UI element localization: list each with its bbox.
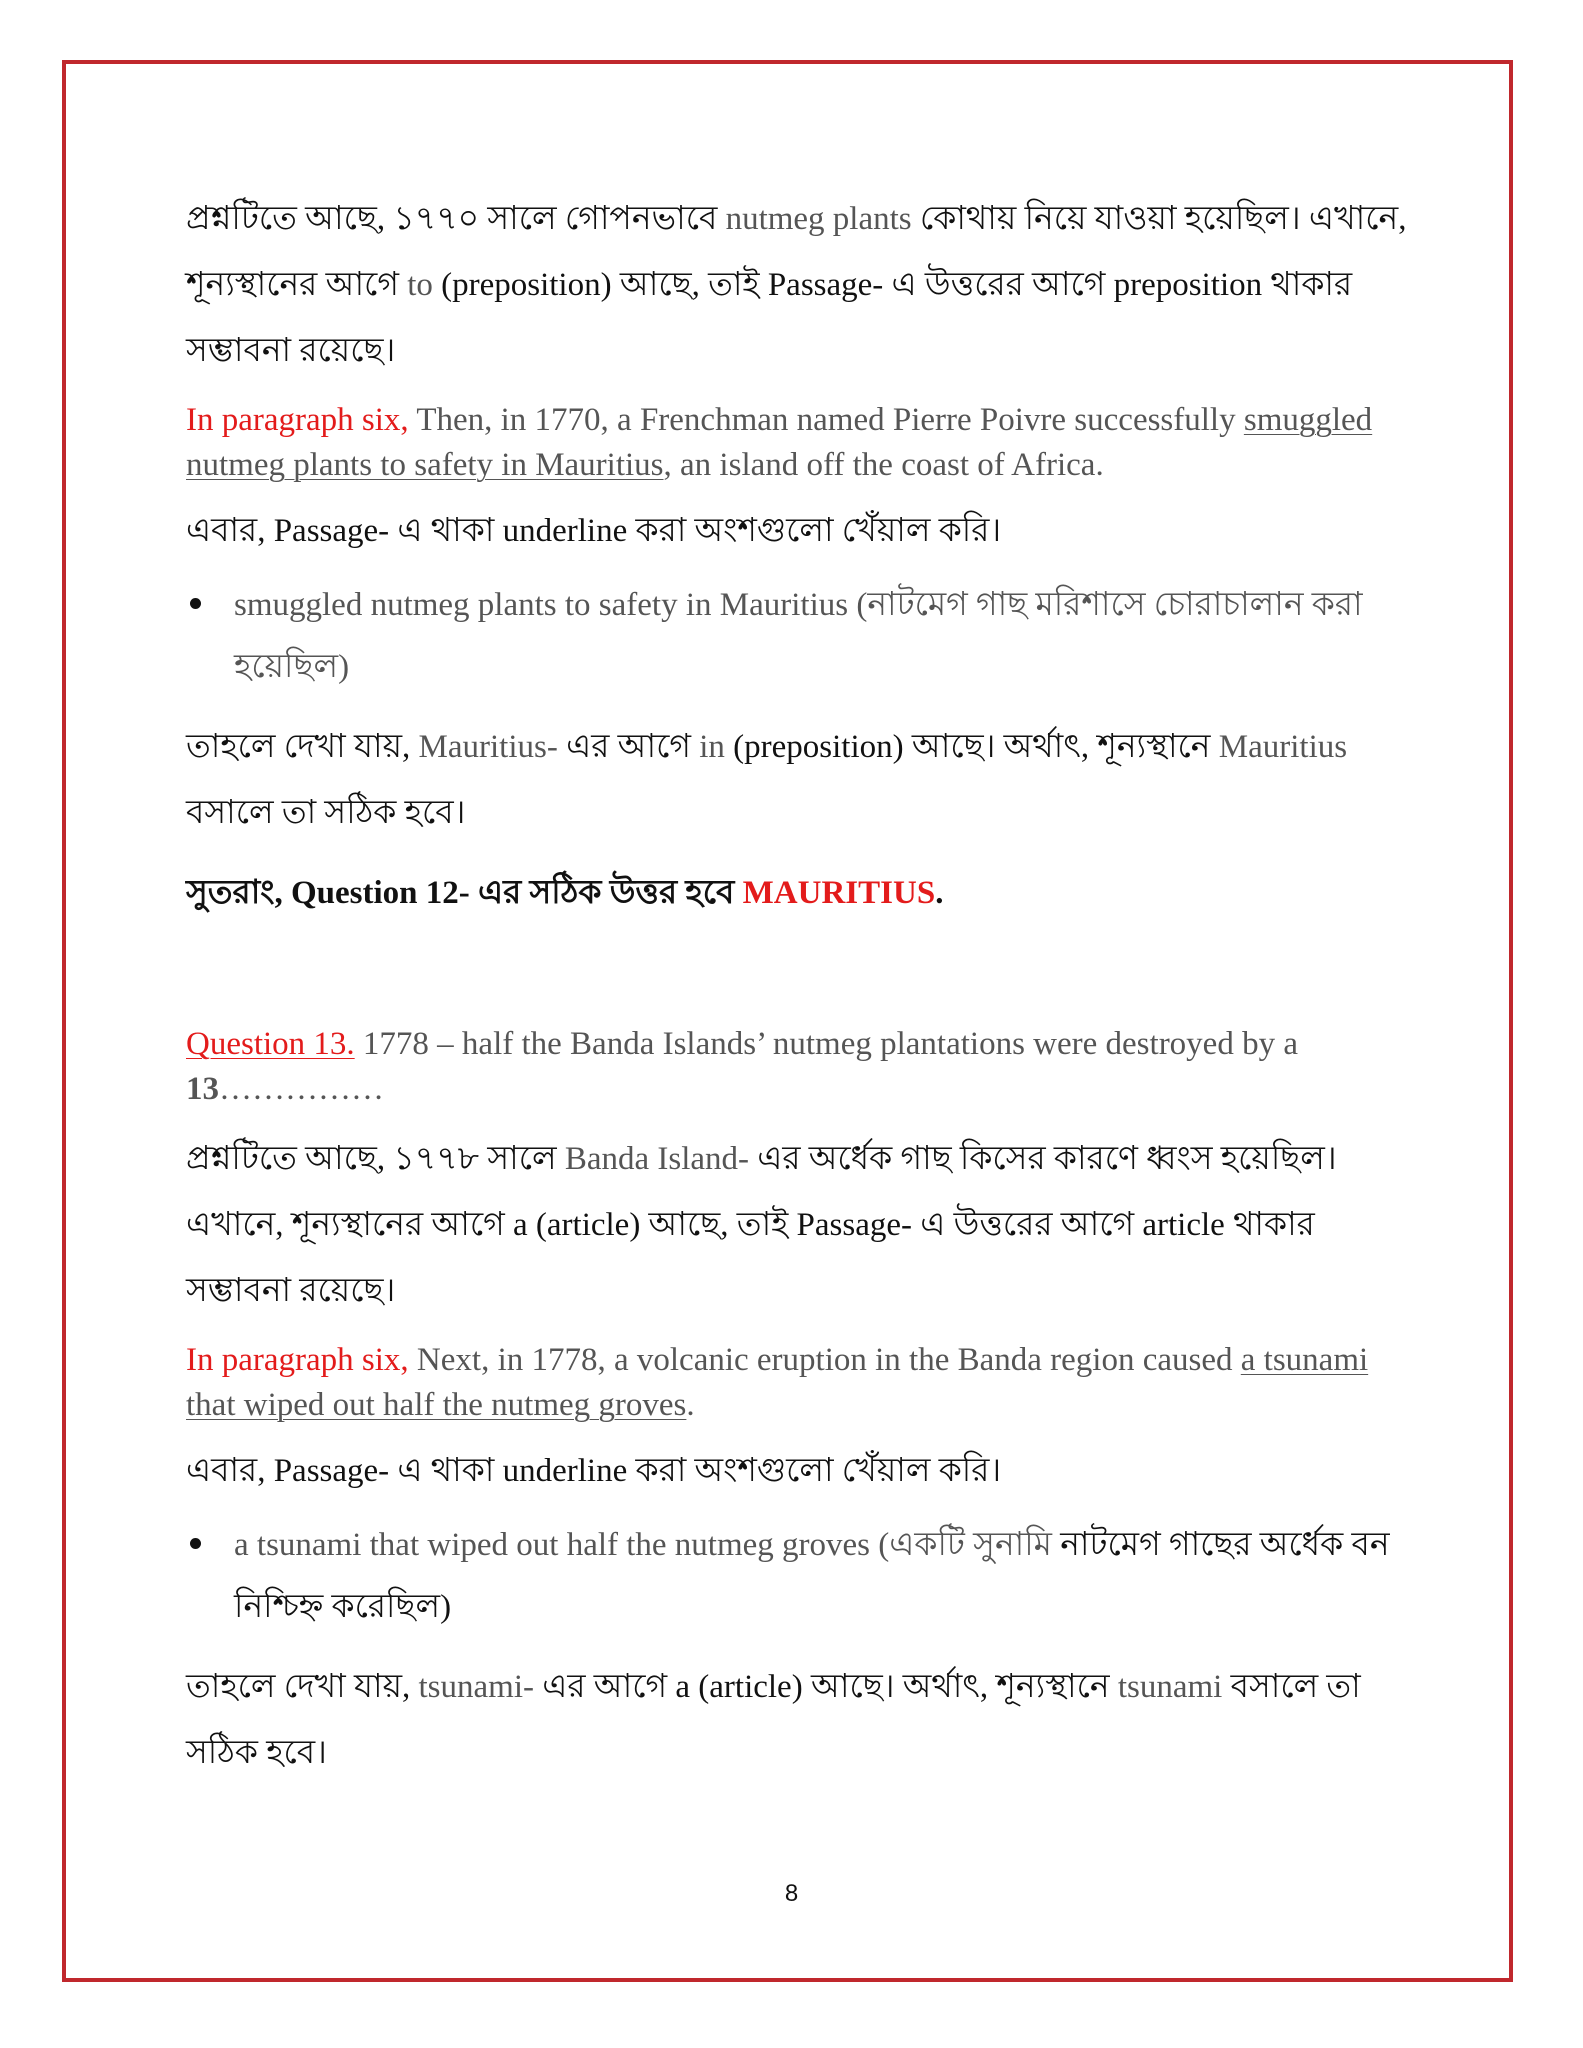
q12-intro-paragraph <box>186 186 1416 384</box>
text-run: smuggled nutmeg plants to safety in Mauritius (নাটমেগ গাছ মরিশাসে চোরাচালান করা হয়েছিল) <box>234 587 1363 685</box>
text-run: (একটি <box>870 1527 974 1563</box>
text-run: . <box>686 1387 695 1423</box>
q13-bullet-item <box>186 1514 1416 1638</box>
q12-bullet-text <box>234 587 1363 685</box>
text-run: MAURITIUS <box>742 875 936 911</box>
bullet-dot-icon <box>190 1538 201 1549</box>
q12-reasoning <box>186 714 1416 846</box>
text-run: 13 <box>186 1071 219 1107</box>
text-run: কোথায় নিয়ে যাওয়া হয়েছিল। এখানে, শূন্যস্থানের আগে <box>186 201 1407 303</box>
text-run: তাহলে দেখা যায়, <box>186 729 419 765</box>
text-run: Mauritius <box>1218 729 1348 765</box>
text-run: এর আগে <box>557 729 700 765</box>
text-run: এর অর্ধেক গাছ কিসের কারণে ধ্বংস হয়েছিল। এখানে, শূন্যস্থানের আগে a (article) আছে, তাই Passage- এ উত্তরের আগে article থাকার সম্ভাবনা রয়েছে। <box>186 1141 1337 1309</box>
text-run: 1778 – half the Banda Islands’ nutmeg plantations were destroyed by a <box>354 1026 1298 1062</box>
text-run: smuggled nutmeg plants to safety in Mauritius <box>186 402 1373 483</box>
text-run: (preposition) আছে। অর্থাৎ, শূন্যস্থানে <box>724 729 1219 765</box>
q13-question <box>186 1022 1416 1112</box>
text-run: in <box>699 729 725 765</box>
text-run: বসালে তা সঠিক হবে। <box>186 795 466 831</box>
text-run: তাহলে দেখা যায়, <box>186 1669 419 1705</box>
text-run: Mauritius- <box>418 729 558 765</box>
page-content <box>186 186 1416 1786</box>
q13-reasoning <box>186 1654 1416 1786</box>
text-run: Then, in 1770, a Frenchman named Pierre Poivre successfully <box>408 402 1244 438</box>
text-run: nutmeg plants <box>725 201 912 237</box>
text-run: প্রশ্নটিতে আছে, ১৭৭৮ সালে <box>186 1141 565 1177</box>
q13-bullet-text <box>234 1527 1390 1625</box>
page-number: 8 <box>784 1880 799 1907</box>
q12-passage-quote <box>186 398 1416 488</box>
q12-observe-note: এবার, Passage- এ থাকা underline করা অংশগুলো খেঁয়াল করি। <box>186 513 1002 549</box>
bullet-dot-icon <box>190 598 201 609</box>
text-run: to <box>407 267 433 303</box>
text-run: tsunami- <box>418 1669 534 1705</box>
q13-passage-quote <box>186 1338 1416 1428</box>
text-run: In paragraph six, <box>186 402 409 438</box>
text-run: নাটমেগ গাছের অর্ধেক বন নিশ্চিহ্ন করেছিল) <box>234 1527 1390 1625</box>
q13-observe-note: এবার, Passage- এ থাকা underline করা অংশগুলো খেঁয়াল করি। <box>186 1453 1002 1489</box>
text-run: Banda Island- <box>564 1141 750 1177</box>
q12-bullet-item <box>186 574 1416 698</box>
text-run: Question 13. <box>186 1026 355 1062</box>
text-run: Next, in 1778, a volcanic eruption in the Banda region caused <box>408 1342 1241 1378</box>
text-run: বসালে তা সঠিক হবে। <box>186 1669 1361 1771</box>
text-run: সুনামি <box>973 1527 1052 1563</box>
q12-answer <box>186 860 1416 926</box>
q13-intro-paragraph <box>186 1126 1416 1324</box>
text-run: a tsunami that wiped out half the nutmeg groves <box>186 1342 1369 1423</box>
text-run: প্রশ্নটিতে আছে, ১৭৭০ সালে গোপনভাবে <box>186 201 726 237</box>
text-run: . <box>935 875 944 911</box>
text-run: (preposition) আছে, তাই Passage- এ উত্তরের আগে preposition থাকার সম্ভাবনা রয়েছে। <box>186 267 1353 369</box>
text-run: a tsunami that wiped out half the nutmeg groves <box>234 1527 871 1563</box>
text-run: In paragraph six, <box>186 1342 409 1378</box>
text-run: সুতরাং, Question 12- এর সঠিক উত্তর হবে <box>186 875 743 911</box>
text-run: , an island off the coast of Africa. <box>663 447 1104 483</box>
text-run: এর আগে a (article) আছে। অর্থাৎ, শূন্যস্থানে <box>534 1669 1118 1705</box>
text-run: tsunami <box>1117 1669 1223 1705</box>
text-run: …………… <box>219 1071 384 1107</box>
